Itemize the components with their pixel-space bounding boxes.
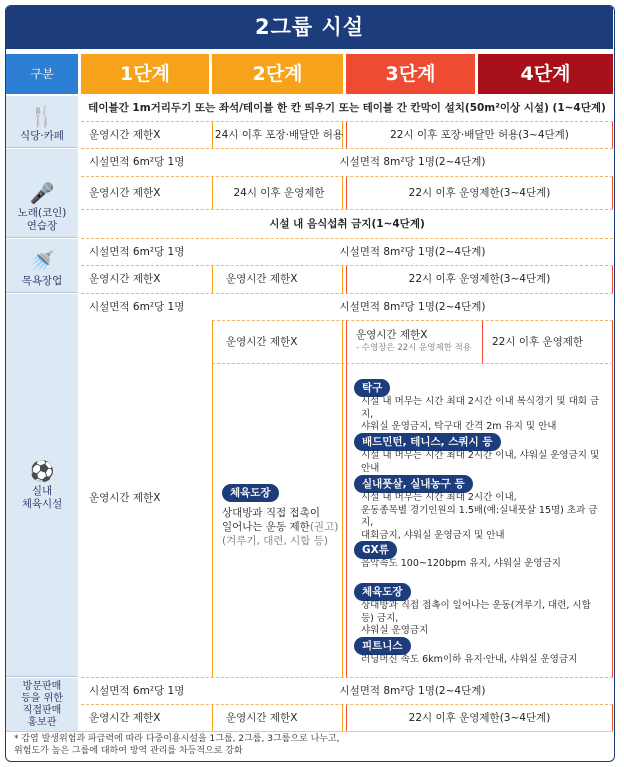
sports-gym-level2: 체육도장 상대방과 직접 접촉이 일어나는 운동 제한(권고) (겨루기, 대련, 시합 등) — [222, 484, 342, 548]
karaoke-hours-l2: 24시 이후 운영제한 — [233, 186, 325, 199]
page-title: 2그룹 시설 — [6, 6, 613, 49]
page — [5, 5, 615, 762]
category-indoor-sports: ⚽ 실내 체육시설 — [6, 294, 78, 677]
header-level-2: 2단계 — [212, 54, 343, 94]
sales-capacity-l2: 시설면적 8m²당 1명(2~4단계) — [212, 678, 613, 704]
category-bath: 🚿 목욕장업 — [6, 239, 78, 293]
category-karaoke: 🎤 노래(코인) 연습장 — [6, 149, 78, 238]
item-tag: 배드민턴, 테니스, 스쿼시 등 — [354, 430, 501, 451]
sports-capacity-l2: 시설면적 8m²당 1명(2~4단계) — [212, 294, 613, 320]
bath-capacity-l1: 시설면적 6m²당 1명 — [89, 245, 185, 258]
item-tag: 탁구 — [354, 376, 390, 397]
restaurant-level2: 24시 이후 포장·배달만 허용 — [214, 128, 344, 141]
item-tag: GX류 — [354, 538, 397, 559]
sports-hours-l1: 운영시간 제한X — [89, 492, 161, 504]
item-desc: 상대방과 직접 접촉이 일어나는 운동(겨루기, 대련, 시합 등) 금지, 샤워실 운영금지 — [361, 600, 591, 636]
gym-tag: 체육도장 — [222, 484, 279, 502]
ball-icon: ⚽ — [29, 459, 55, 483]
item-desc: 러닝머신 속도 6km이하 유지·안내, 샤워실 운영금지 — [361, 654, 578, 665]
header-level-4: 4단계 — [478, 54, 613, 94]
sales-capacity-l1: 시설면적 6m²당 1명 — [89, 684, 185, 697]
bath-hours-l34: 22시 이후 운영제한(3~4단계) — [408, 273, 551, 285]
karaoke-food-ban: 시설 내 음식섭취 금지(1~4단계) — [81, 210, 613, 238]
header-level-1: 1단계 — [81, 54, 209, 94]
item-tag: 실내풋살, 실내농구 등 — [354, 472, 473, 493]
karaoke-hours-l1: 운영시간 제한X — [89, 186, 161, 199]
footnote: * 감염 발생위험과 파급력에 따라 다중이용시설을 1그룹, 2그룹, 3그룹으로 나누고, 위험도가 높은 그룹에 대하여 방역 관리를 차등적으로 강화 — [14, 734, 340, 756]
restaurant-level1: 운영시간 제한X — [89, 128, 161, 141]
sales-hours-l2: 운영시간 제한X — [226, 711, 298, 724]
item-desc: 시설 내 머무는 시간 최대 2시간 이내 복식경기 및 대회 금지, 샤워실 운영금지, 탁구대 간격 2m 유지 및 안내 — [361, 396, 600, 432]
sales-hours-l34: 22시 이후 운영제한(3~4단계) — [408, 711, 551, 724]
header-category: 구분 — [6, 54, 78, 94]
sales-hours-l1: 운영시간 제한X — [89, 711, 161, 724]
sports-capacity-l1: 시설면적 6m²당 1명 — [89, 300, 185, 313]
item-desc: 음악속도 100~120bpm 유지, 샤워실 운영금지 — [361, 558, 561, 569]
item-desc: 시설 내 머무는 시간 최대 2시간 이내, 샤워실 운영금지 및 안내 — [361, 450, 600, 474]
item-tag: 피트니스 — [354, 634, 411, 655]
sports-hours-l4: 22시 이후 운영제한 — [492, 335, 584, 348]
sports-hours-l2: 운영시간 제한X — [226, 335, 298, 348]
karaoke-capacity-l1: 시설면적 6m²당 1명 — [89, 156, 185, 168]
sports-hours-l3: 운영시간 제한X - 수영장은 22시 운영제한 적용 — [356, 329, 472, 353]
karaoke-hours-l34: 22시 이후 운영제한(3~4단계) — [408, 186, 551, 199]
shower-icon: 🚿 — [29, 249, 55, 273]
restaurant-level34: 22시 이후 포장·배달만 허용(3~4단계) — [390, 128, 569, 141]
restaurant-distancing: 테이블간 1m거리두기 또는 좌석/테이블 한 칸 띄우기 또는 테이블 간 칸막이 설치(50m²이상 시설) (1~4단계) — [81, 96, 613, 121]
bath-hours-l1: 운영시간 제한X — [89, 273, 161, 285]
bath-capacity-l2: 시설면적 8m²당 1명(2~4단계) — [212, 239, 613, 265]
bath-hours-l2: 운영시간 제한X — [226, 273, 298, 285]
utensils-icon: 🍴 — [29, 104, 55, 128]
item-desc: 시설 내 머무는 시간 최대 2시간 이내, 운동종목별 경기인원의 1.5배(예:실내풋살 15명) 초과 금지, 대회금지, 샤워실 운영금지 및 안내 — [361, 492, 598, 541]
item-tag: 체육도장 — [354, 580, 411, 601]
karaoke-capacity-l2: 시설면적 8m²당 1명(2~4단계) — [212, 149, 613, 176]
microphone-icon: 🎤 — [29, 181, 55, 205]
category-direct-sales: 방문판매 등을 위한 직접판매 홍보관 — [6, 678, 78, 731]
header-level-3: 3단계 — [346, 54, 475, 94]
category-restaurant: 🍴 식당·카페 — [6, 96, 78, 148]
